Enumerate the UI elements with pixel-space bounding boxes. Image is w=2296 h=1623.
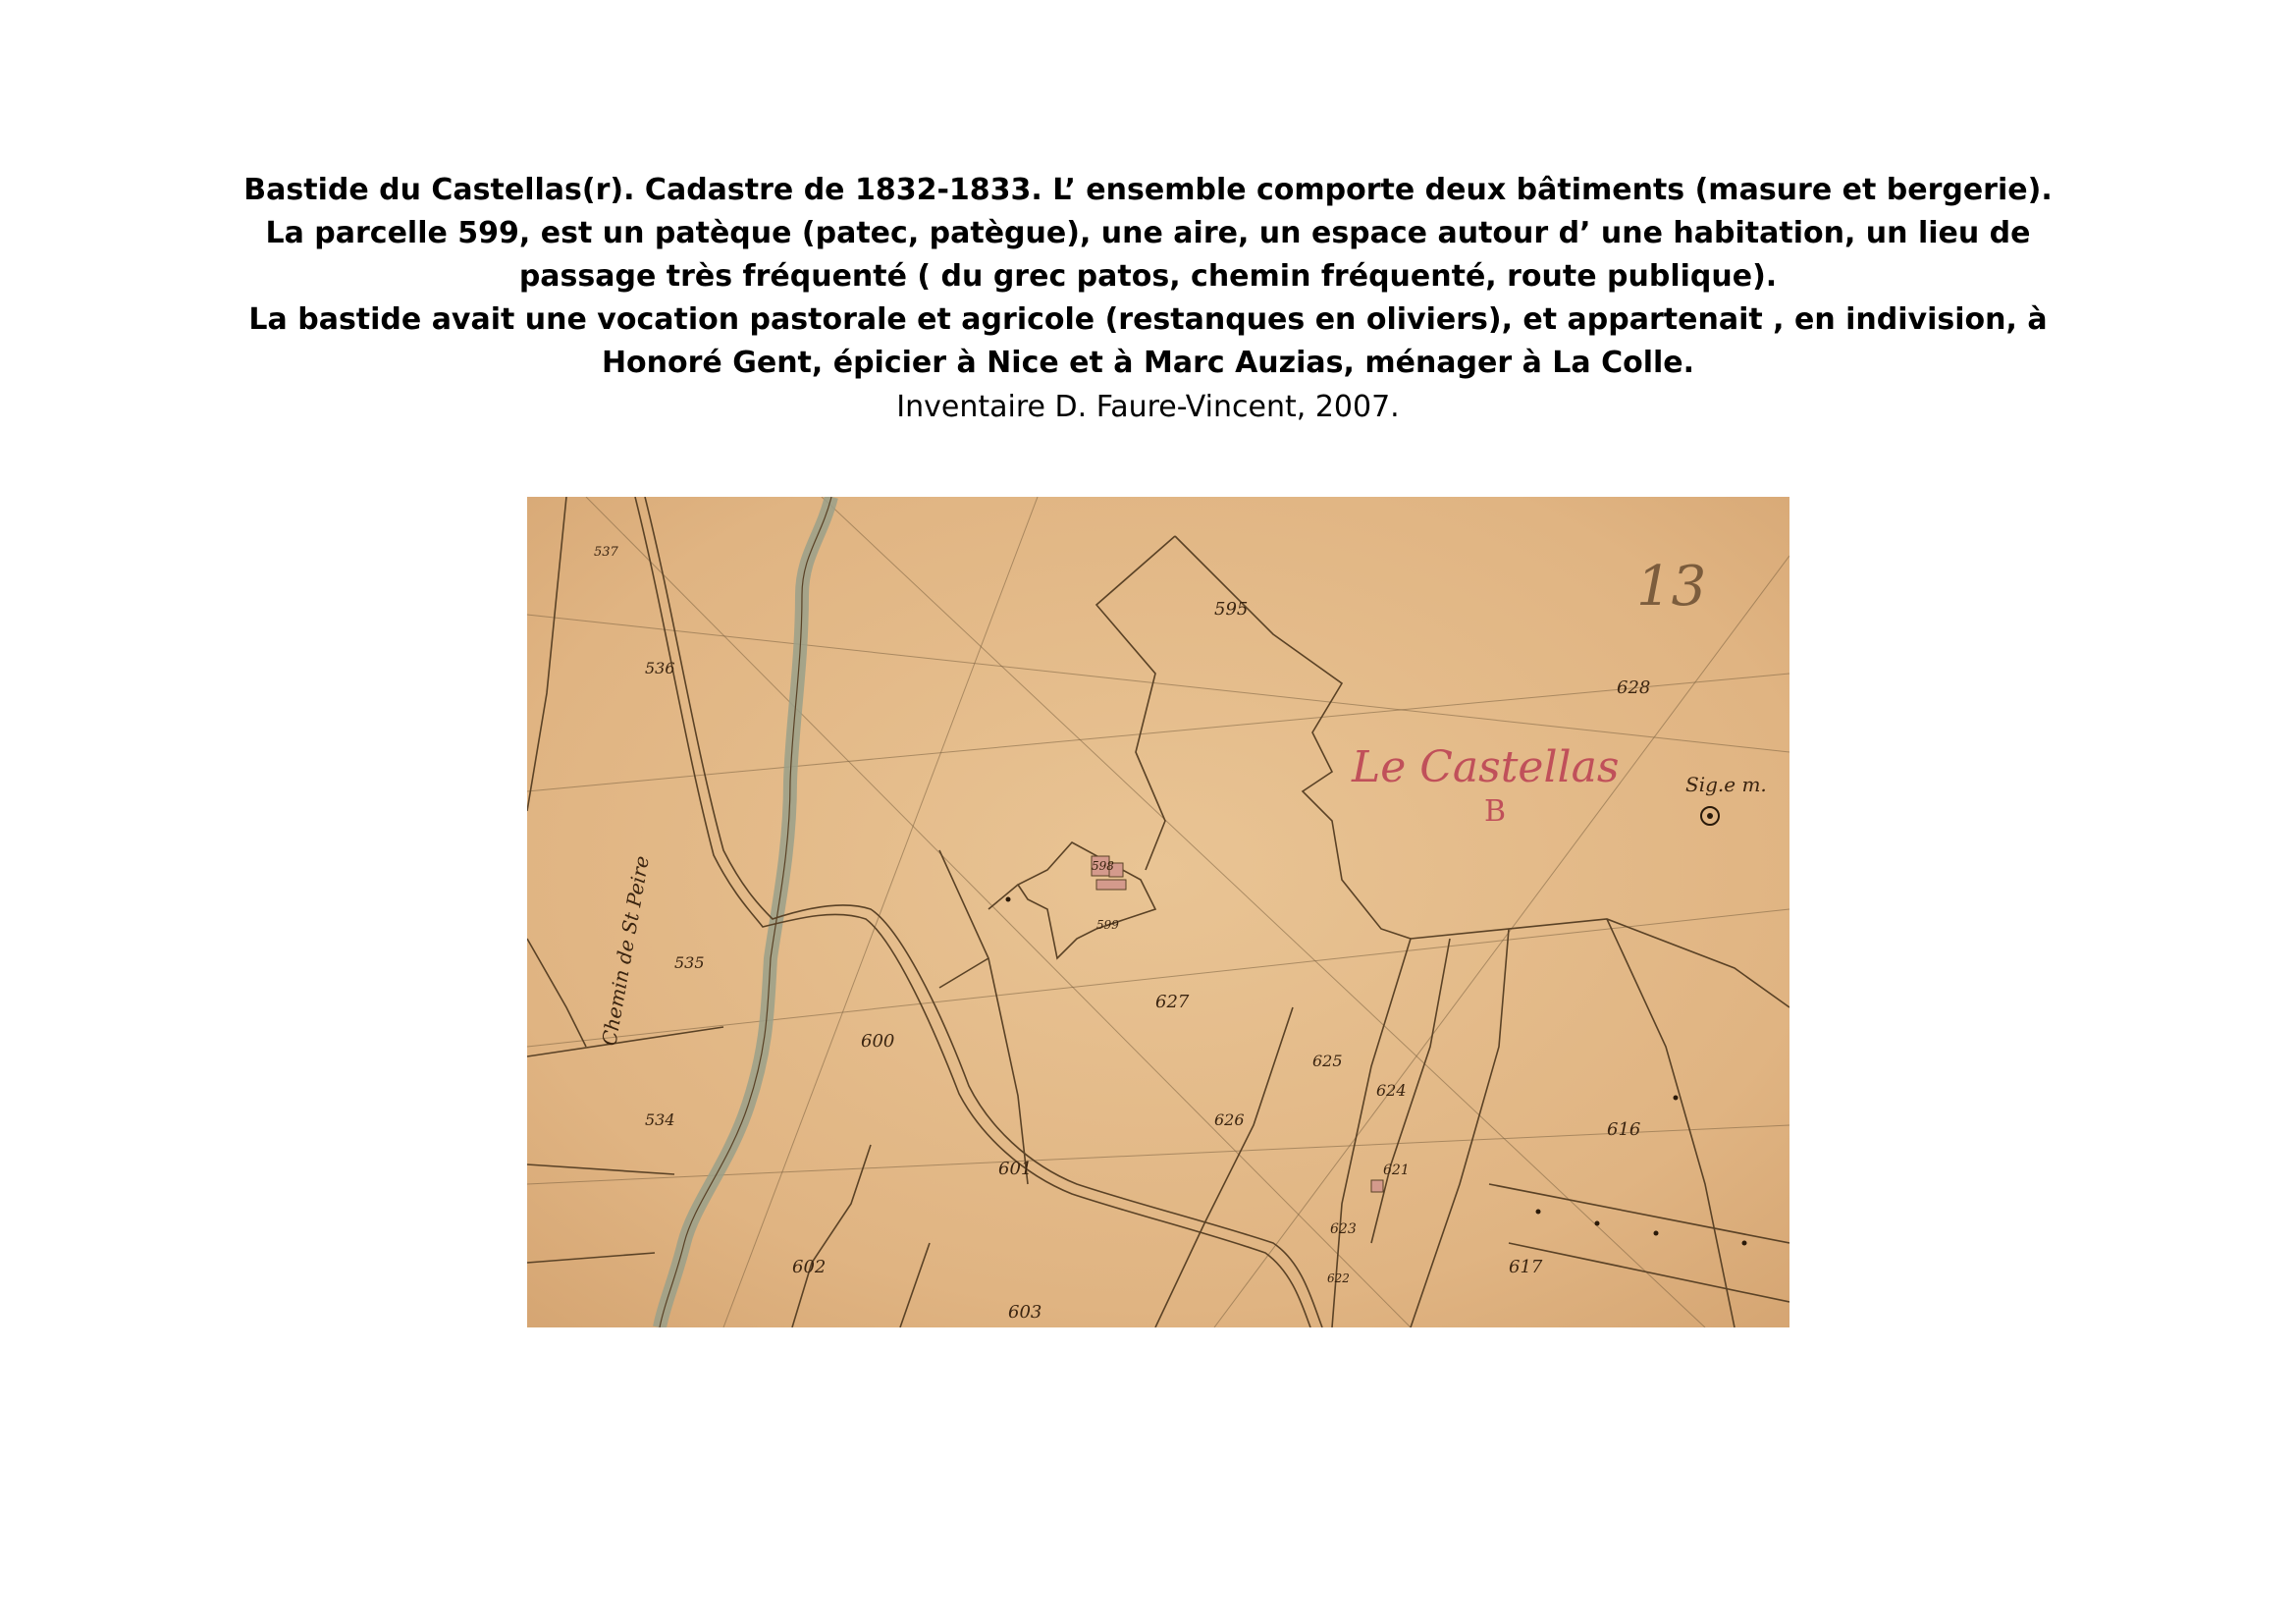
parcel-number: 595: [1214, 599, 1249, 620]
parcel-number: 536: [645, 659, 675, 677]
section-letter: B: [1484, 794, 1507, 829]
parcel-number: 13: [1636, 555, 1707, 619]
road-label: Chemin de St Peire: [597, 853, 654, 1048]
parcel-number: 625: [1312, 1052, 1343, 1070]
signal-label: Sig.e m.: [1685, 773, 1767, 796]
building-annex: [1096, 880, 1126, 890]
caption: [196, 169, 2100, 430]
parcel-number: 603: [1008, 1302, 1042, 1323]
parcel-number: 537: [594, 545, 618, 560]
map-paper: [527, 497, 1789, 1327]
cadastre-map: [527, 497, 1789, 1327]
caption-line: Honoré Gent, épicier à Nice et à Marc Auzias, ménager à La Colle.: [601, 346, 1695, 380]
parcel-number: 601: [998, 1159, 1033, 1179]
parcel-number: 621: [1383, 1163, 1410, 1178]
place-name: Le Castellas: [1352, 742, 1620, 792]
building-small: [1371, 1180, 1383, 1192]
parcel-number: 535: [674, 953, 705, 972]
parcel-number: 623: [1330, 1221, 1357, 1237]
parcel-number: 600: [861, 1031, 895, 1052]
parcel-number: 598: [1092, 859, 1114, 873]
cadastre-map-drawing: [527, 497, 1789, 1327]
parcel-number: 628: [1617, 677, 1651, 698]
parcel-number: 622: [1327, 1271, 1350, 1285]
parcel-number: 617: [1509, 1257, 1543, 1277]
parcel-number: 627: [1155, 992, 1190, 1012]
caption-line: passage très fréquenté ( du grec patos, chemin fréquenté, route publique).: [518, 259, 1778, 294]
caption-line: La parcelle 599, est un patèque (patec, patègue), une aire, un espace autour d’ une habitation, un lieu de: [265, 216, 2031, 250]
parcel-number: 616: [1607, 1119, 1641, 1140]
parcel-number: 624: [1376, 1081, 1407, 1100]
parcel-number: 602: [792, 1257, 827, 1277]
caption-line: La bastide avait une vocation pastorale et agricole (restanques en oliviers), et appartenait , en indivision, à: [248, 302, 2048, 337]
parcel-number: 626: [1214, 1110, 1245, 1129]
parcel-number: 534: [645, 1110, 675, 1129]
caption-credit: Inventaire D. Faure-Vincent, 2007.: [896, 390, 1400, 424]
parcel-number: 599: [1096, 918, 1119, 932]
caption-line: Bastide du Castellas(r). Cadastre de 1832-1833. L’ ensemble comporte deux bâtiments (masure et bergerie).: [243, 173, 2053, 207]
